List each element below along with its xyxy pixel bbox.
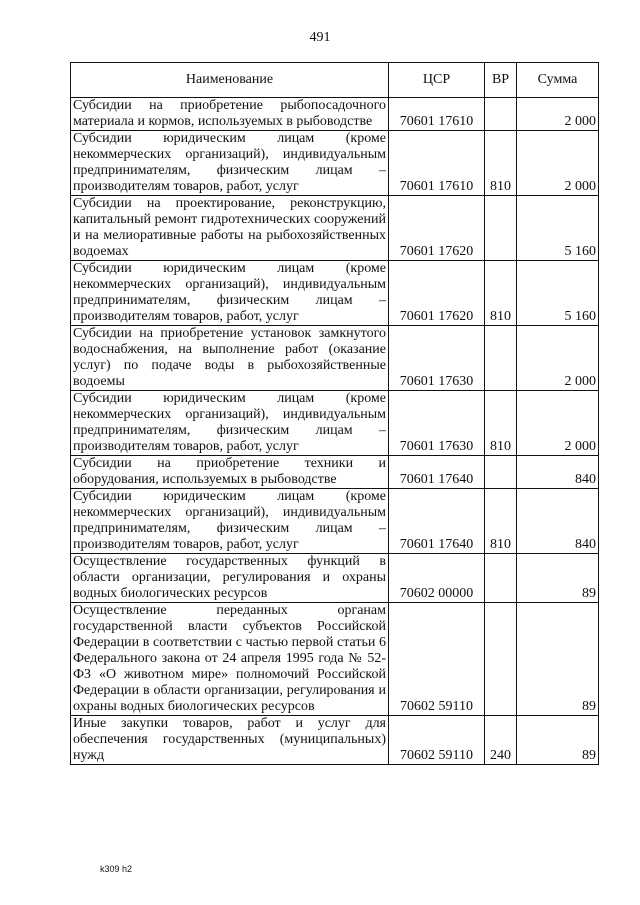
row-sum: 2 000 xyxy=(517,391,599,456)
row-name: Субсидии юридическим лицам (кроме некоммерческих организаций), индивидуальным предпринимателям, физическим лицам – производителям товаров, работ, услуг xyxy=(71,489,389,554)
row-csr: 70602 59110 xyxy=(389,603,485,716)
header-vr: ВР xyxy=(485,63,517,98)
row-csr: 70601 17620 xyxy=(389,196,485,261)
row-name: Субсидии на приобретение установок замкнутого водоснабжения, на выполнение работ (оказание услуг) по подаче воды в рыбохозяйственные водоемы xyxy=(71,326,389,391)
header-sum: Сумма xyxy=(517,63,599,98)
row-name: Субсидии на проектирование, реконструкцию, капитальный ремонт гидротехнических сооружений и на мелиоративные работы на рыбохозяйственных водоемах xyxy=(71,196,389,261)
table-row xyxy=(71,326,599,391)
row-name: Субсидии на приобретение рыбопосадочного материала и кормов, используемых в рыбоводстве xyxy=(71,98,389,131)
row-vr xyxy=(485,326,517,391)
table-row xyxy=(71,554,599,603)
row-vr xyxy=(485,456,517,489)
table-row xyxy=(71,716,599,765)
table-row xyxy=(71,391,599,456)
row-sum: 89 xyxy=(517,554,599,603)
row-name: Субсидии юридическим лицам (кроме некоммерческих организаций), индивидуальным предпринимателям, физическим лицам – производителям товаров, работ, услуг xyxy=(71,261,389,326)
row-sum: 5 160 xyxy=(517,196,599,261)
header-name: Наименование xyxy=(71,63,389,98)
row-vr: 240 xyxy=(485,716,517,765)
row-csr: 70601 17610 xyxy=(389,131,485,196)
row-vr: 810 xyxy=(485,261,517,326)
row-name: Субсидии юридическим лицам (кроме некоммерческих организаций), индивидуальным предпринимателям, физическим лицам – производителям товаров, работ, услуг xyxy=(71,131,389,196)
row-vr: 810 xyxy=(485,131,517,196)
row-name: Осуществление переданных органам государственной власти субъектов Российской Федерации в соответствии с частью первой статьи 6 Федерального закона от 24 апреля 1995 года № 52-ФЗ «О животном мире» полномочий Российской Федерации в области организации, регулирования и охраны водных биологических ресурсов xyxy=(71,603,389,716)
budget-table xyxy=(70,62,599,765)
table-row xyxy=(71,489,599,554)
row-sum: 2 000 xyxy=(517,326,599,391)
row-vr: 810 xyxy=(485,489,517,554)
row-vr xyxy=(485,196,517,261)
table-row xyxy=(71,261,599,326)
row-name: Осуществление государственных функций в области организации, регулирования и охраны водных биологических ресурсов xyxy=(71,554,389,603)
row-vr xyxy=(485,554,517,603)
row-sum: 89 xyxy=(517,603,599,716)
row-sum: 840 xyxy=(517,456,599,489)
row-csr: 70601 17610 xyxy=(389,98,485,131)
footer-code: k309 h2 xyxy=(100,864,133,874)
row-name: Субсидии на приобретение техники и оборудования, используемых в рыбоводстве xyxy=(71,456,389,489)
table-row xyxy=(71,98,599,131)
row-csr: 70602 00000 xyxy=(389,554,485,603)
row-csr: 70601 17630 xyxy=(389,391,485,456)
row-vr xyxy=(485,98,517,131)
row-vr: 810 xyxy=(485,391,517,456)
table-row xyxy=(71,603,599,716)
header-csr: ЦСР xyxy=(389,63,485,98)
row-sum: 89 xyxy=(517,716,599,765)
table-row xyxy=(71,196,599,261)
page-number: 491 xyxy=(309,30,331,45)
row-csr: 70601 17640 xyxy=(389,489,485,554)
row-name: Иные закупки товаров, работ и услуг для обеспечения государственных (муниципальных) нужд xyxy=(71,716,389,765)
row-sum: 5 160 xyxy=(517,261,599,326)
row-sum: 840 xyxy=(517,489,599,554)
row-vr xyxy=(485,603,517,716)
table-row xyxy=(71,131,599,196)
table-header-row xyxy=(71,63,599,98)
row-name: Субсидии юридическим лицам (кроме некоммерческих организаций), индивидуальным предпринимателям, физическим лицам – производителям товаров, работ, услуг xyxy=(71,391,389,456)
row-csr: 70601 17620 xyxy=(389,261,485,326)
table-row xyxy=(71,456,599,489)
row-csr: 70601 17640 xyxy=(389,456,485,489)
row-csr: 70601 17630 xyxy=(389,326,485,391)
row-sum: 2 000 xyxy=(517,131,599,196)
row-sum: 2 000 xyxy=(517,98,599,131)
row-csr: 70602 59110 xyxy=(389,716,485,765)
